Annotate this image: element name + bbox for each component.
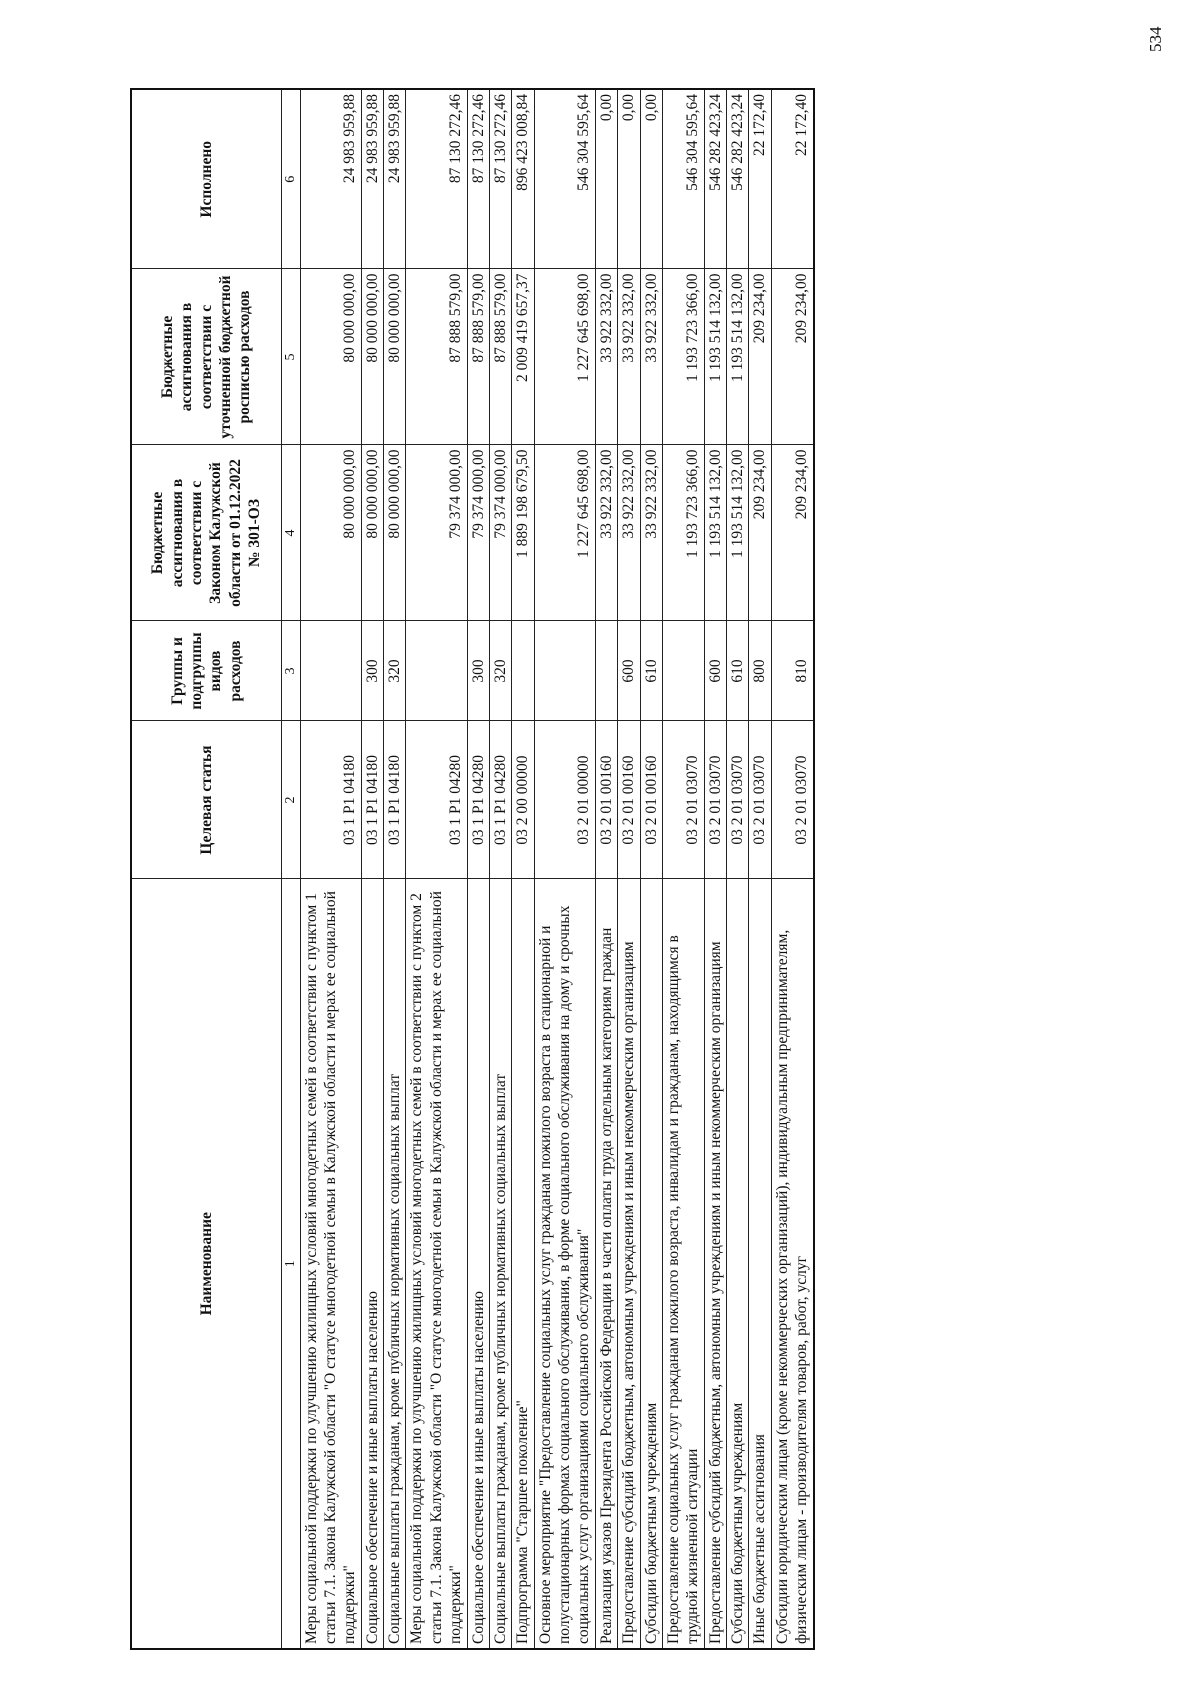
- cell-executed: 24 983 959,88: [300, 89, 361, 269]
- cell-executed: 546 304 595,64: [534, 89, 595, 269]
- table-row: [406, 89, 467, 1649]
- cell-group: 610: [640, 621, 662, 721]
- cell-refined: 87 888 579,00: [406, 269, 467, 445]
- cell-executed: 24 983 959,88: [361, 89, 383, 269]
- cell-target: 03 1 P1 04180: [384, 721, 406, 879]
- cell-executed: 22 172,40: [771, 89, 813, 269]
- cell-target: 03 2 01 00160: [640, 721, 662, 879]
- cell-law: 80 000 000,00: [384, 445, 406, 621]
- cell-name: Субсидии бюджетным учреждениям: [640, 879, 662, 1649]
- cell-refined: 33 922 332,00: [618, 269, 640, 445]
- rotated-table-container: [130, 90, 1100, 1650]
- cell-refined: 80 000 000,00: [300, 269, 361, 445]
- cell-group: [595, 621, 617, 721]
- cell-executed: 896 423 008,84: [512, 89, 534, 269]
- column-number: 6: [281, 89, 300, 269]
- header-law: Бюджетные ассигнования в соответствии с Законом Калужской области от 01.12.2022 № 301-ОЗ: [131, 445, 281, 621]
- cell-name: Меры социальной поддержки по улучшению жилищных условий многодетных семей в соответствии с пунктом 1 статьи 7.1. Закона Калужской области "О статусе многодетной семьи в Калужской области и мерах ее социальной поддержки": [300, 879, 361, 1649]
- cell-group: [300, 621, 361, 721]
- column-number: 1: [281, 879, 300, 1649]
- table-row: [384, 89, 406, 1649]
- cell-law: 1 889 198 679,50: [512, 445, 534, 621]
- cell-refined: 80 000 000,00: [361, 269, 383, 445]
- cell-group: 600: [618, 621, 640, 721]
- cell-executed: 546 282 423,24: [727, 89, 749, 269]
- column-number: 2: [281, 721, 300, 879]
- table-row: [704, 89, 726, 1649]
- column-number: 4: [281, 445, 300, 621]
- cell-refined: 1 193 514 132,00: [727, 269, 749, 445]
- cell-law: 33 922 332,00: [595, 445, 617, 621]
- cell-law: 209 234,00: [771, 445, 813, 621]
- cell-law: 79 374 000,00: [406, 445, 467, 621]
- page-number: 534: [1146, 26, 1165, 52]
- cell-executed: 22 172,40: [749, 89, 771, 269]
- cell-law: 1 227 645 698,00: [534, 445, 595, 621]
- cell-target: 03 2 01 03070: [704, 721, 726, 879]
- cell-refined: 209 234,00: [771, 269, 813, 445]
- cell-executed: 0,00: [640, 89, 662, 269]
- header-target: Целевая статья: [131, 721, 281, 879]
- table-row: [727, 89, 749, 1649]
- cell-refined: 33 922 332,00: [595, 269, 617, 445]
- cell-name: Иные бюджетные ассигнования: [749, 879, 771, 1649]
- header-group: Группы и подгруппы видов расходов: [131, 621, 281, 721]
- cell-name: Социальное обеспечение и иные выплаты населению: [361, 879, 383, 1649]
- cell-name: Основное мероприятие "Предоставление социальных услуг гражданам пожилого возраста в стационарной и полустационарных формах социального обслуживания, в форме социального обслуживания на дому и срочных социальных услуг организациями социального обслуживания": [534, 879, 595, 1649]
- table-row: [618, 89, 640, 1649]
- cell-target: 03 2 01 03070: [749, 721, 771, 879]
- cell-target: 03 2 01 03070: [727, 721, 749, 879]
- cell-executed: 546 282 423,24: [704, 89, 726, 269]
- cell-name: Меры социальной поддержки по улучшению жилищных условий многодетных семей в соответствии с пунктом 2 статьи 7.1. Закона Калужской области "О статусе многодетной семьи в Калужской области и мерах ее социальной поддержки": [406, 879, 467, 1649]
- cell-target: 03 2 01 03070: [662, 721, 704, 879]
- cell-executed: 24 983 959,88: [384, 89, 406, 269]
- cell-target: 03 2 01 03070: [771, 721, 813, 879]
- cell-group: 320: [489, 621, 511, 721]
- cell-target: 03 1 P1 04280: [467, 721, 489, 879]
- table-row: [771, 89, 813, 1649]
- cell-name: Предоставление субсидий бюджетным, автономным учреждениям и иным некоммерческим организациям: [618, 879, 640, 1649]
- header-refined: Бюджетные ассигнования в соответствии с уточненной бюджетной росписью расходов: [131, 269, 281, 445]
- cell-executed: 546 304 595,64: [662, 89, 704, 269]
- table-row: [489, 89, 511, 1649]
- column-number-row: [281, 89, 300, 1649]
- cell-target: 03 1 P1 04280: [489, 721, 511, 879]
- cell-law: 1 193 514 132,00: [727, 445, 749, 621]
- cell-law: 1 193 723 366,00: [662, 445, 704, 621]
- table-row: [640, 89, 662, 1649]
- cell-law: 33 922 332,00: [618, 445, 640, 621]
- cell-name: Подпрограмма "Старшее поколение": [512, 879, 534, 1649]
- cell-target: 03 2 01 00000: [534, 721, 595, 879]
- cell-refined: 33 922 332,00: [640, 269, 662, 445]
- table-row: [662, 89, 704, 1649]
- cell-refined: 1 193 514 132,00: [704, 269, 726, 445]
- cell-group: 800: [749, 621, 771, 721]
- cell-law: 1 193 514 132,00: [704, 445, 726, 621]
- header-executed: Исполнено: [131, 89, 281, 269]
- cell-group: 320: [384, 621, 406, 721]
- table-row: [300, 89, 361, 1649]
- cell-group: [406, 621, 467, 721]
- cell-target: 03 2 00 00000: [512, 721, 534, 879]
- cell-refined: 1 193 723 366,00: [662, 269, 704, 445]
- cell-refined: 87 888 579,00: [467, 269, 489, 445]
- cell-law: 33 922 332,00: [640, 445, 662, 621]
- cell-group: 300: [467, 621, 489, 721]
- cell-executed: 0,00: [595, 89, 617, 269]
- cell-law: 79 374 000,00: [489, 445, 511, 621]
- cell-name: Субсидии юридическим лицам (кроме некоммерческих организаций), индивидуальным предпринимателям, физическим лицам - производителям товаров, работ, услуг: [771, 879, 813, 1649]
- table-row: [467, 89, 489, 1649]
- cell-group: [662, 621, 704, 721]
- table-row: [512, 89, 534, 1649]
- cell-executed: 0,00: [618, 89, 640, 269]
- cell-law: 80 000 000,00: [361, 445, 383, 621]
- cell-executed: 87 130 272,46: [489, 89, 511, 269]
- cell-name: Реализация указов Президента Российской Федерации в части оплаты труда отдельным категориям граждан: [595, 879, 617, 1649]
- cell-group: 300: [361, 621, 383, 721]
- cell-executed: 87 130 272,46: [406, 89, 467, 269]
- cell-target: 03 2 01 00160: [595, 721, 617, 879]
- cell-refined: 1 227 645 698,00: [534, 269, 595, 445]
- cell-refined: 209 234,00: [749, 269, 771, 445]
- cell-name: Социальные выплаты гражданам, кроме публичных нормативных социальных выплат: [489, 879, 511, 1649]
- cell-name: Социальное обеспечение и иные выплаты населению: [467, 879, 489, 1649]
- column-number: 3: [281, 621, 300, 721]
- cell-law: 79 374 000,00: [467, 445, 489, 621]
- cell-target: 03 1 P1 04180: [361, 721, 383, 879]
- cell-target: 03 1 P1 04280: [406, 721, 467, 879]
- cell-group: [534, 621, 595, 721]
- table-row: [595, 89, 617, 1649]
- cell-name: Предоставление субсидий бюджетным, автономным учреждениям и иным некоммерческим организациям: [704, 879, 726, 1649]
- table-row: [361, 89, 383, 1649]
- cell-group: 600: [704, 621, 726, 721]
- budget-table: [130, 88, 815, 1650]
- cell-name: Предоставление социальных услуг гражданам пожилого возраста, инвалидам и гражданам, находящимся в трудной жизненной ситуации: [662, 879, 704, 1649]
- table-row: [749, 89, 771, 1649]
- header-name: Наименование: [131, 879, 281, 1649]
- cell-name: Социальные выплаты гражданам, кроме публичных нормативных социальных выплат: [384, 879, 406, 1649]
- cell-refined: 87 888 579,00: [489, 269, 511, 445]
- table-body: [300, 89, 814, 1649]
- cell-name: Субсидии бюджетным учреждениям: [727, 879, 749, 1649]
- cell-group: 610: [727, 621, 749, 721]
- header-row: [131, 89, 281, 1649]
- cell-group: [512, 621, 534, 721]
- cell-refined: 80 000 000,00: [384, 269, 406, 445]
- cell-target: 03 2 01 00160: [618, 721, 640, 879]
- cell-target: 03 1 P1 04180: [300, 721, 361, 879]
- column-number: 5: [281, 269, 300, 445]
- cell-group: 810: [771, 621, 813, 721]
- cell-law: 209 234,00: [749, 445, 771, 621]
- table-row: [534, 89, 595, 1649]
- cell-executed: 87 130 272,46: [467, 89, 489, 269]
- cell-refined: 2 009 419 657,37: [512, 269, 534, 445]
- cell-law: 80 000 000,00: [300, 445, 361, 621]
